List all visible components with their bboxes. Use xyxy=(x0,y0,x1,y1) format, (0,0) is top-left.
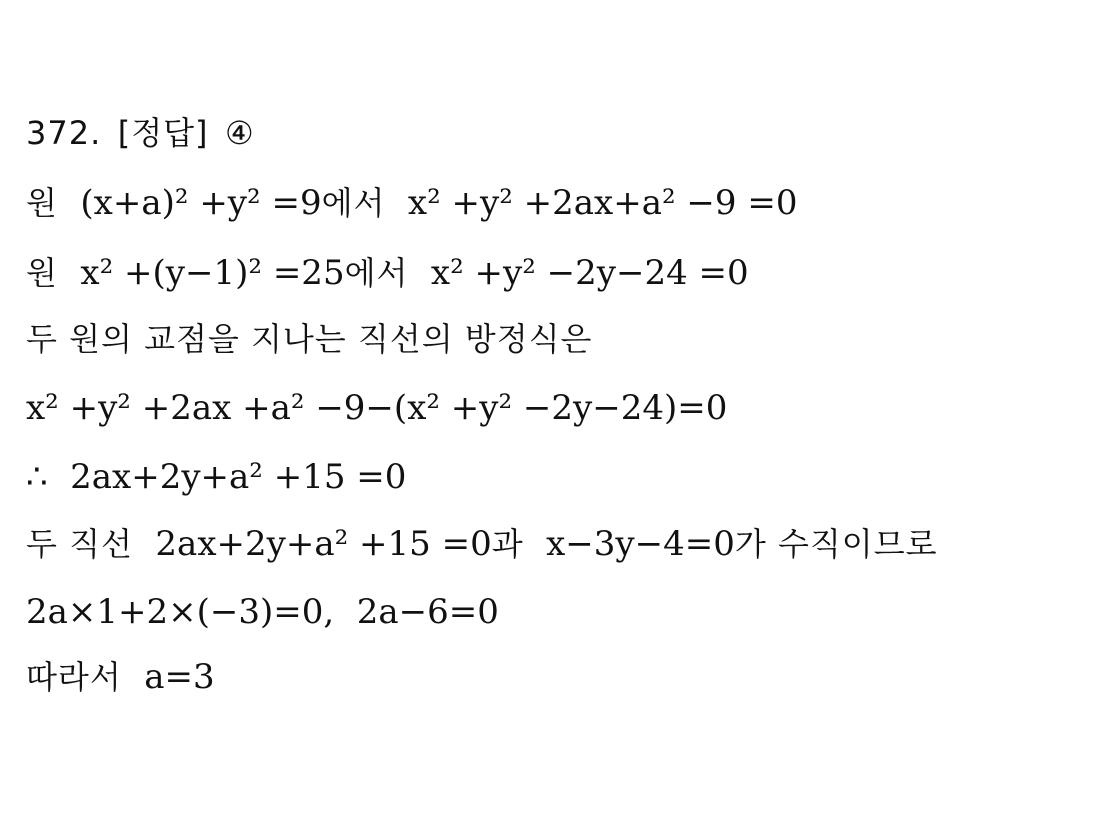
circle-1-suffix: 에서 xyxy=(321,184,386,222)
circle-2-line xyxy=(26,251,749,295)
perpendicular-eq-2: x−3y−4=0 xyxy=(546,524,735,564)
problem-number: 372. xyxy=(26,114,102,152)
circle-1-word: 원 xyxy=(26,184,58,222)
answer-tag: [정답] xyxy=(117,114,209,152)
statement-text: 두 원의 교점을 지나는 직선의 방정식은 xyxy=(26,320,593,358)
statement-line xyxy=(26,317,592,361)
therefore-line xyxy=(26,455,406,499)
perpendicular-connector: 과 xyxy=(491,525,524,563)
perpendicular-suffix: 가 수직이므로 xyxy=(734,525,938,563)
therefore-symbol: ∴ xyxy=(26,457,48,497)
perpendicular-eq-1: 2ax+2y+a² +15 =0 xyxy=(155,524,492,564)
perpendicular-line xyxy=(26,522,938,566)
circle-1-equation: (x+a)² +y² =9 xyxy=(80,183,322,223)
condition-eq-1: 2a×1+2×(−3)=0, xyxy=(26,592,335,632)
perpendicular-prefix: 두 직선 xyxy=(26,525,133,563)
line-equation: 2ax+2y+a² +15 =0 xyxy=(70,457,407,497)
circle-2-expanded: x² +y² −2y−24 =0 xyxy=(430,253,749,293)
circle-2-equation: x² +(y−1)² =25 xyxy=(80,253,345,293)
circle-2-word: 원 xyxy=(26,254,58,292)
conclusion-line xyxy=(26,655,215,699)
answer-choice: ④ xyxy=(225,114,255,152)
conclusion-prefix: 따라서 xyxy=(26,658,122,696)
answer-header xyxy=(26,111,255,155)
circle-1-line xyxy=(26,181,797,225)
subtraction-line xyxy=(26,386,727,430)
condition-line xyxy=(26,590,499,634)
circle-2-suffix: 에서 xyxy=(344,254,409,292)
circle-1-expanded: x² +y² +2ax+a² −9 =0 xyxy=(407,183,798,223)
condition-eq-2: 2a−6=0 xyxy=(356,592,499,632)
conclusion-equation: a=3 xyxy=(144,657,215,697)
subtraction-equation: x² +y² +2ax +a² −9−(x² +y² −2y−24)=0 xyxy=(26,388,728,428)
